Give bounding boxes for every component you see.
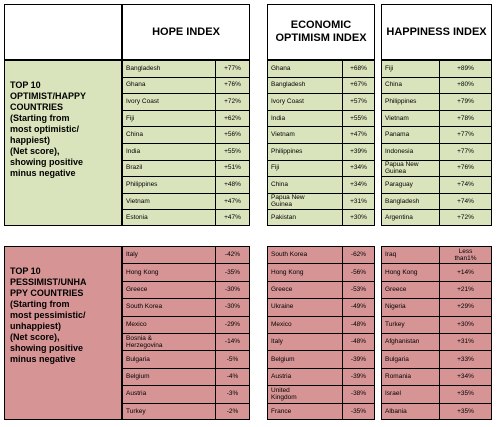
country-name: Hong Kong [385,268,418,276]
net-score-value: +39% [350,147,367,155]
net-score-value: +30% [350,214,367,222]
net-score-value: -49% [350,303,367,311]
country-name: Austria [271,372,292,380]
country-name: France [271,407,292,415]
country-name: Belgium [126,372,150,380]
net-score-value: +79% [457,97,474,105]
net-score-value: +35% [457,407,474,415]
country-name: Indonesia [385,147,414,155]
country-name: Ghana [271,64,291,72]
net-score-value: +31% [457,338,474,346]
column-header-happiness: HAPPINESS INDEX [386,25,487,38]
net-score-value: +78% [457,114,474,122]
column-header-economic: ECONOMIC OPTIMISM INDEX [275,19,367,44]
country-name: Paraguay [385,180,413,188]
net-score-value: -5% [226,355,239,363]
net-score-value: +33% [457,355,474,363]
country-name: China [126,131,143,139]
net-score-value: +34% [457,372,474,380]
country-name: Vietnam [126,197,150,205]
country-name: Fiji [385,64,394,72]
country-name: Nigeria [385,303,406,311]
country-name: South Korea [126,303,163,311]
net-score-value: +74% [457,197,474,205]
net-score-value: -42% [224,251,241,259]
net-score-value: +55% [350,114,367,122]
country-name: Greece [271,285,293,293]
net-score-value: +57% [350,97,367,105]
country-name: Ghana [126,81,146,89]
country-name: Afghanistan [385,338,420,346]
net-score-value: +68% [350,64,367,72]
net-score-value: -62% [350,251,367,259]
net-score-value: -56% [350,268,367,276]
net-score-value: +74% [457,180,474,188]
country-name: Turkey [385,320,405,328]
column-header-hope: HOPE INDEX [152,25,220,38]
country-name: Brazil [126,164,143,172]
country-name: Bulgaria [385,355,409,363]
country-name: Ivory Coast [126,97,159,105]
country-name: Mexico [126,320,147,328]
net-score-value: +47% [224,197,241,205]
country-name: Philippines [271,147,303,155]
country-name: Greece [126,285,148,293]
country-name: Italy [126,251,138,259]
net-score-value: +56% [224,131,241,139]
top-section-label: TOP 10 OPTIMIST/HAPPY COUNTRIES (Starting from most optimistic/ happiest) (Net score), showing positive minus negative [10,80,87,178]
country-name: India [126,147,141,155]
country-name: South Korea [271,251,308,259]
country-name: Bangladesh [385,197,420,205]
net-score-value: -30% [224,285,241,293]
net-score-value: +30% [457,320,474,328]
country-name: Vietnam [385,114,409,122]
net-score-value: +47% [224,214,241,222]
net-score-value: +51% [224,164,241,172]
country-name: Papua New Guinea [385,160,419,175]
net-score-value: -4% [226,372,239,380]
country-name: Turkey [126,407,146,415]
country-name: Bosnia & Herzegovina [126,334,163,349]
net-score-value: -39% [350,372,367,380]
net-score-value: -53% [350,285,367,293]
net-score-value: -35% [350,407,367,415]
country-name: Panama [385,131,410,139]
country-name: India [271,114,286,122]
net-score-value: -2% [226,407,239,415]
net-score-value: +34% [350,164,367,172]
country-name: Hong Kong [271,268,304,276]
country-name: Belgium [271,355,295,363]
net-score-value: +77% [457,147,474,155]
net-score-value: +72% [457,214,474,222]
country-name: Fiji [126,114,135,122]
net-score-value: -38% [350,390,367,398]
net-score-value: +89% [457,64,474,72]
net-score-value: -14% [224,338,241,346]
net-score-value: +34% [350,180,367,188]
net-score-value: -48% [350,320,367,328]
country-name: Fiji [271,164,280,172]
country-name: China [271,180,288,188]
net-score-value: +29% [457,303,474,311]
country-name: Bulgaria [126,355,150,363]
country-name: Greece [385,285,407,293]
net-score-value: -29% [224,320,241,328]
country-name: Argentina [385,214,413,222]
country-name: Albania [385,407,407,415]
country-name: Hong Kong [126,268,159,276]
country-name: Romania [385,372,412,380]
net-score-value: +35% [457,390,474,398]
country-name: Austria [126,390,147,398]
country-name: Pakistan [271,214,296,222]
country-name: Estonia [126,214,148,222]
net-score-value: -48% [350,338,367,346]
corner-header-cell [4,4,122,60]
country-name: Philippines [385,97,417,105]
net-score-value: +77% [224,64,241,72]
net-score-value: +55% [224,147,241,155]
net-score-value: +80% [457,81,474,89]
country-name: Iraq [385,251,397,259]
country-name: Mexico [271,320,292,328]
net-score-value: +67% [350,81,367,89]
net-score-value: +31% [350,197,367,205]
country-name: United Kingdom [271,386,297,401]
net-score-value: +76% [224,81,241,89]
net-score-value: Less than1% [454,247,477,262]
country-name: Italy [271,338,283,346]
country-name: Ukraine [271,303,294,311]
net-score-value: -35% [224,268,241,276]
country-name: Bangladesh [126,64,161,72]
country-name: Papua New Guinea [271,194,305,209]
country-name: Bangladesh [271,81,306,89]
country-name: Philippines [126,180,158,188]
net-score-value: +77% [457,131,474,139]
country-name: Vietnam [271,131,295,139]
country-name: Ivory Coast [271,97,304,105]
net-score-value: -3% [226,390,239,398]
net-score-value: -30% [224,303,241,311]
country-name: Israel [385,390,401,398]
net-score-value: +14% [457,268,474,276]
net-score-value: -39% [350,355,367,363]
net-score-value: +21% [457,285,474,293]
net-score-value: +48% [224,180,241,188]
net-score-value: +72% [224,97,241,105]
net-score-value: +47% [350,131,367,139]
bottom-section-label: TOP 10 PESSIMIST/UNHA PPY COUNTRIES (Starting from most pessimistic/ unhappiest) (Net score), showing positive minus negative [10,266,87,364]
net-score-value: +76% [457,164,474,172]
net-score-value: +62% [224,114,241,122]
country-name: China [385,81,402,89]
